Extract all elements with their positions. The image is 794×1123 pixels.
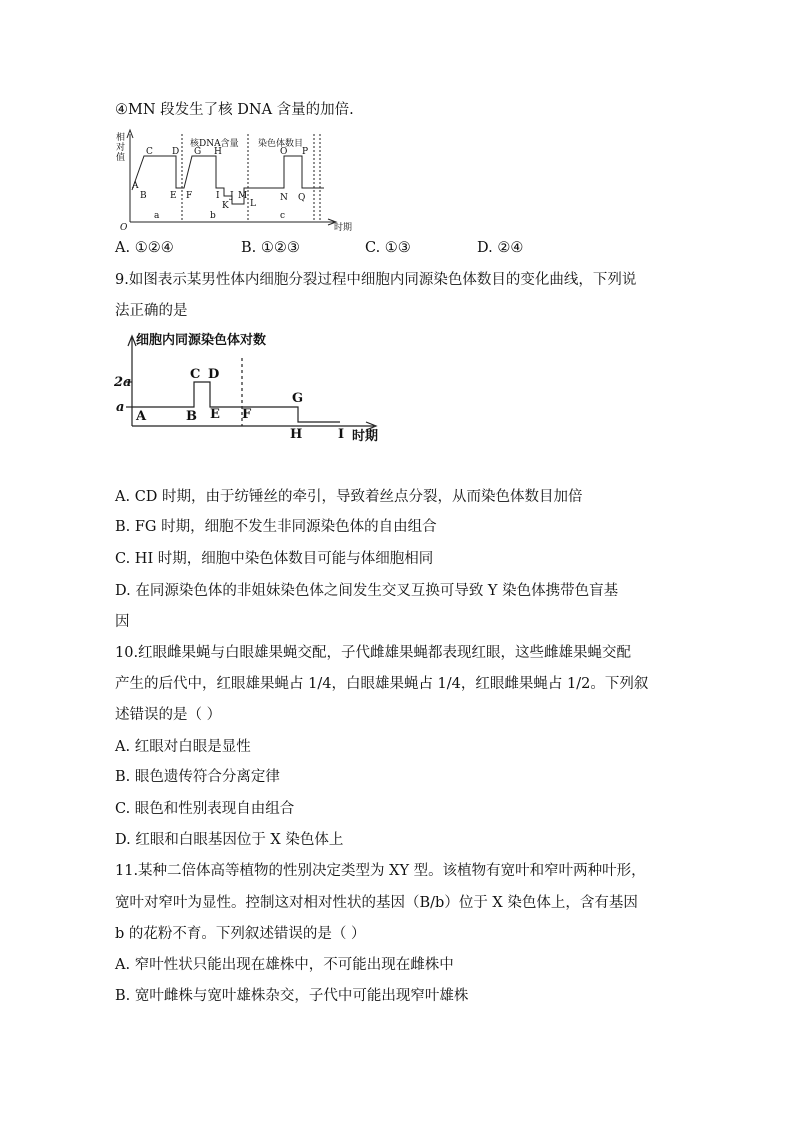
point-label: Q (298, 193, 306, 203)
y-tick-a: a (116, 400, 125, 415)
point-label: E (170, 191, 177, 201)
y-label-char: 值 (116, 153, 126, 163)
q10-option-d[interactable]: D. 红眼和白眼基因位于 X 染色体上 (115, 832, 344, 848)
point-label: F (242, 407, 252, 422)
q10-stem-line2: 产生的后代中，红眼雄果蝇占 1/4，白眼雄果蝇占 1/4，红眼雌果蝇占 1/2。下列叙 (115, 676, 649, 692)
q9-option-d[interactable]: D. 在同源染色体的非姐妹染色体之间发生交叉互换可导致 Y 染色体携带色盲基 (115, 583, 619, 599)
chart-homologous-pairs (112, 330, 382, 442)
y-label-char: 相 (116, 133, 126, 143)
q9-option-a[interactable]: A. CD 时期，由于纺锤丝的牵引，导致着丝点分裂，从而染色体数目加倍 (115, 489, 583, 505)
point-label: C (146, 147, 153, 157)
origin-label: O (120, 223, 128, 233)
q11-stem-line3: b 的花粉不育。下列叙述错误的是（ ） (115, 926, 366, 942)
panel-title-dna: 核DNA含量 (190, 139, 239, 149)
q8-option-d[interactable]: D. ②④ (477, 240, 524, 256)
q11-stem-line1: 11.某种二倍体高等植物的性别决定类型为 XY 型。该植物有宽叶和窄叶两种叶形， (115, 863, 646, 879)
point-label: B (186, 409, 197, 424)
point-label: B (140, 191, 147, 201)
point-label: H (290, 427, 303, 442)
point-label: D (208, 367, 220, 382)
point-label: O (280, 147, 288, 157)
q9-stem-line1: 9.如图表示某男性体内细胞分裂过程中细胞内同源染色体数目的变化曲线，下列说 (115, 272, 637, 288)
segment-label: b (210, 211, 216, 221)
q9-stem-line2: 法正确的是 (115, 303, 188, 319)
chart-dna-chromosome (112, 126, 352, 238)
point-label: A (136, 409, 147, 424)
point-label: N (280, 193, 288, 203)
point-label: H (214, 147, 222, 157)
point-label: I (338, 427, 345, 442)
point-label: F (186, 191, 193, 201)
y-label-char: 对 (116, 143, 126, 153)
q10-option-b[interactable]: B. 眼色遗传符合分离定律 (115, 769, 280, 785)
point-label: G (292, 391, 304, 406)
q11-stem-line2: 宽叶对窄叶为显性。控制这对相对性状的基因（B/b）位于 X 染色体上，含有基因 (115, 895, 638, 911)
y-axis-title: 细胞内同源染色体对数 (136, 333, 267, 348)
segment-label: c (280, 211, 286, 221)
q11-option-a[interactable]: A. 窄叶性状只能出现在雄株中，不可能出现在雌株中 (115, 957, 454, 973)
point-label: M (238, 191, 248, 201)
segment-label: a (154, 211, 160, 221)
q9-option-d-cont: 因 (115, 614, 130, 630)
panel-title-chromosome: 染色体数目 (258, 139, 304, 149)
x-axis-title: 时期 (352, 429, 379, 442)
point-label: A (132, 181, 139, 191)
y-tick-2a: 2a (114, 375, 132, 390)
q8-option-b[interactable]: B. ①②③ (241, 240, 300, 256)
q8-option-a[interactable]: A. ①②④ (115, 240, 174, 256)
point-label: E (210, 407, 220, 422)
statement-4: ④MN 段发生了核 DNA 含量的加倍. (115, 102, 354, 118)
q8-options (115, 238, 523, 258)
q10-option-a[interactable]: A. 红眼对白眼是显性 (115, 739, 251, 755)
point-label: K (222, 201, 229, 211)
point-label: J (230, 191, 234, 201)
point-label: D (172, 147, 180, 157)
point-label: L (250, 199, 256, 209)
q10-stem-line1: 10.红眼雌果蝇与白眼雄果蝇交配，子代雌雄果蝇都表现红眼，这些雌雄果蝇交配 (115, 645, 632, 661)
q9-option-c[interactable]: C. HI 时期，细胞中染色体数目可能与体细胞相同 (115, 551, 434, 567)
point-label: G (194, 147, 202, 157)
q8-option-c[interactable]: C. ①③ (365, 240, 411, 256)
q11-option-b[interactable]: B. 宽叶雌株与宽叶雄株杂交，子代中可能出现窄叶雄株 (115, 988, 469, 1004)
x-axis-label: 时期 (334, 223, 352, 233)
q9-option-b[interactable]: B. FG 时期，细胞不发生非同源染色体的自由组合 (115, 519, 437, 535)
q10-stem-line3: 述错误的是（ ） (115, 707, 222, 723)
q10-option-c[interactable]: C. 眼色和性别表现自由组合 (115, 801, 295, 817)
point-label: P (302, 147, 309, 157)
point-label: C (190, 367, 201, 382)
point-label: I (216, 191, 220, 201)
